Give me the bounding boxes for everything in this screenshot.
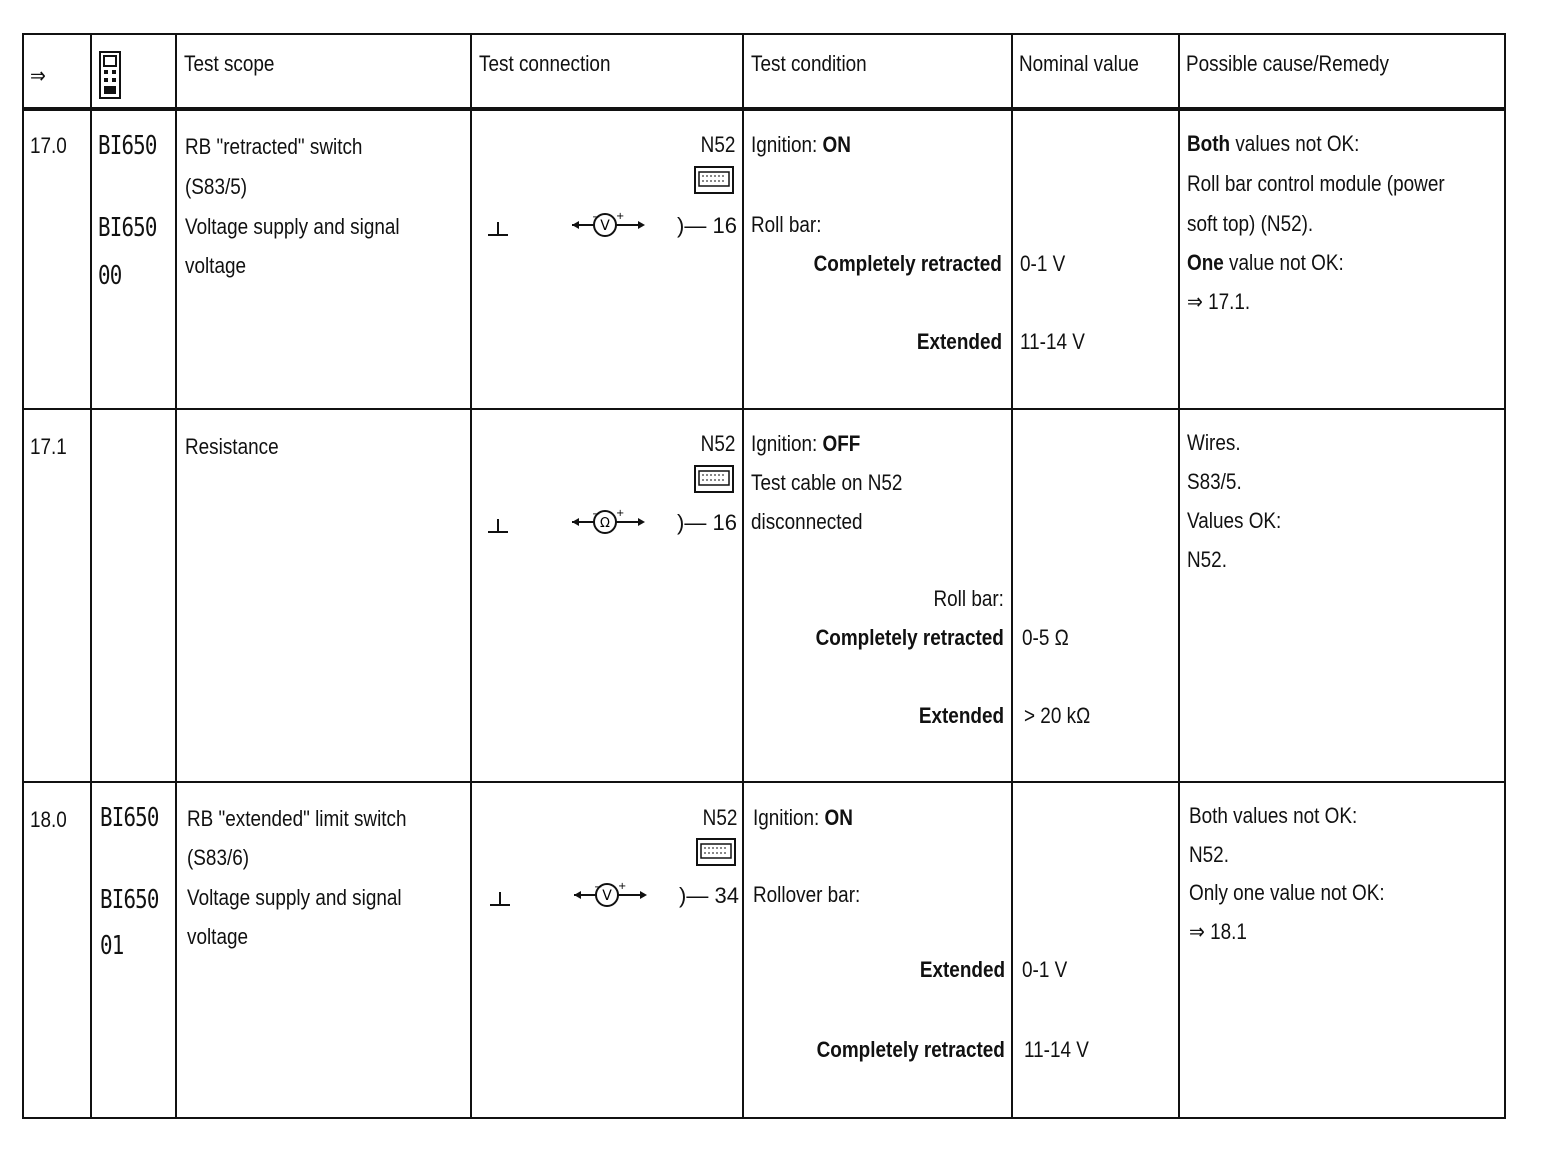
condition-note: Test cable on N52 — [751, 470, 903, 495]
connector-icon — [696, 838, 736, 868]
voltmeter-icon — [572, 880, 652, 910]
test-connection-header: Test connection — [479, 51, 611, 76]
test-scope-line: RB "retracted" switch — [185, 134, 363, 159]
cause-line: Only one value not OK: — [1189, 880, 1385, 905]
condition-state: Completely retracted — [813, 251, 1002, 276]
arrow-header: ⇒ — [30, 63, 46, 88]
column-divider — [1178, 35, 1180, 1117]
column-divider — [470, 35, 472, 1117]
test-scope-line: (S83/6) — [187, 845, 250, 870]
condition-state: Completely retracted — [816, 1037, 1005, 1062]
cause-line: N52. — [1189, 842, 1229, 867]
row-divider — [24, 408, 1504, 410]
cause-line: One value not OK: — [1187, 250, 1344, 275]
condition-object: Roll bar: — [933, 586, 1004, 611]
test-scope-line: voltage — [187, 924, 249, 949]
voltmeter-icon — [570, 210, 650, 240]
svg-text:Ω: Ω — [600, 516, 610, 531]
column-divider — [742, 35, 744, 1117]
nominal-value: 0-5 Ω — [1022, 625, 1069, 650]
svg-text:+: + — [616, 211, 625, 222]
pin-connector: )— 34 — [679, 883, 739, 908]
test-scope-line: Resistance — [185, 434, 279, 459]
condition-state: Extended — [919, 957, 1005, 982]
fault-code: BI650 — [100, 885, 159, 915]
nominal-value: > 20 kΩ — [1024, 703, 1091, 728]
test-scope-line: voltage — [185, 253, 247, 278]
nominal-value-header: Nominal value — [1019, 51, 1139, 76]
fault-code: BI650 — [98, 213, 157, 243]
condition-state: Completely retracted — [815, 625, 1004, 650]
module-label: N52 — [702, 805, 737, 830]
condition-note: disconnected — [751, 509, 863, 534]
condition-state: Extended — [918, 703, 1004, 728]
cause-line: Roll bar control module (power — [1187, 171, 1445, 196]
svg-text:−: − — [592, 212, 601, 223]
pin-number: 16 — [712, 510, 737, 535]
ground-symbol — [490, 892, 510, 906]
condition-state: Extended — [916, 329, 1002, 354]
svg-text:+: + — [618, 881, 627, 892]
test-scope-line: (S83/5) — [185, 174, 248, 199]
module-label: N52 — [700, 132, 735, 157]
svg-text:V: V — [600, 218, 610, 234]
ignition-condition: Ignition: ON — [753, 805, 853, 830]
header-divider — [24, 107, 1504, 111]
cause-line: Both values not OK: — [1187, 131, 1360, 156]
pin-connector: )— 16 — [677, 510, 737, 535]
ignition-condition: Ignition: ON — [751, 132, 851, 157]
column-divider — [1011, 35, 1013, 1117]
test-scope-line: RB "extended" limit switch — [187, 806, 407, 831]
nominal-value: 0-1 V — [1020, 251, 1066, 276]
module-label: N52 — [700, 431, 735, 456]
svg-text:+: + — [616, 508, 625, 519]
cause-line: Values OK: — [1187, 508, 1282, 533]
possible-cause-header: Possible cause/Remedy — [1186, 51, 1389, 76]
svg-text:V: V — [602, 888, 612, 904]
test-scope-line: Voltage supply and signal — [185, 214, 400, 239]
fault-code: 01 — [100, 931, 124, 961]
connector-icon — [694, 166, 734, 196]
nominal-value: 11-14 V — [1024, 1037, 1089, 1062]
row-divider — [24, 781, 1504, 783]
ignition-condition: Ignition: OFF — [751, 431, 861, 456]
step-number: 18.0 — [30, 807, 67, 832]
ground-symbol — [488, 519, 508, 533]
pin-number: 16 — [712, 213, 737, 238]
condition-object: Rollover bar: — [753, 882, 861, 907]
cause-line: S83/5. — [1187, 469, 1242, 494]
cause-line: ⇒ 17.1. — [1187, 289, 1251, 314]
fault-code: BI650 — [100, 803, 159, 833]
tester-device-icon — [98, 50, 122, 100]
cause-line: ⇒ 18.1 — [1189, 919, 1247, 944]
svg-text:−: − — [594, 882, 603, 893]
pin-number: 34 — [714, 883, 739, 908]
step-number: 17.0 — [30, 133, 67, 158]
pin-connector: )— 16 — [677, 213, 737, 238]
ohmmeter-icon — [570, 507, 650, 537]
test-condition-header: Test condition — [751, 51, 867, 76]
fault-code: 00 — [98, 261, 122, 291]
fault-code: BI650 — [98, 131, 157, 161]
ground-symbol — [488, 222, 508, 236]
nominal-value: 0-1 V — [1022, 957, 1068, 982]
test-scope-header: Test scope — [184, 51, 275, 76]
condition-object: Roll bar: — [751, 212, 822, 237]
cause-line: N52. — [1187, 547, 1227, 572]
column-divider — [175, 35, 177, 1117]
step-number: 17.1 — [30, 434, 67, 459]
test-scope-line: Voltage supply and signal — [187, 885, 402, 910]
cause-line: Wires. — [1187, 430, 1241, 455]
nominal-value: 11-14 V — [1020, 329, 1085, 354]
connector-icon — [694, 465, 734, 495]
cause-line: soft top) (N52). — [1187, 211, 1314, 236]
column-divider — [90, 35, 92, 1117]
cause-line: Both values not OK: — [1189, 803, 1358, 828]
svg-text:−: − — [592, 509, 601, 520]
